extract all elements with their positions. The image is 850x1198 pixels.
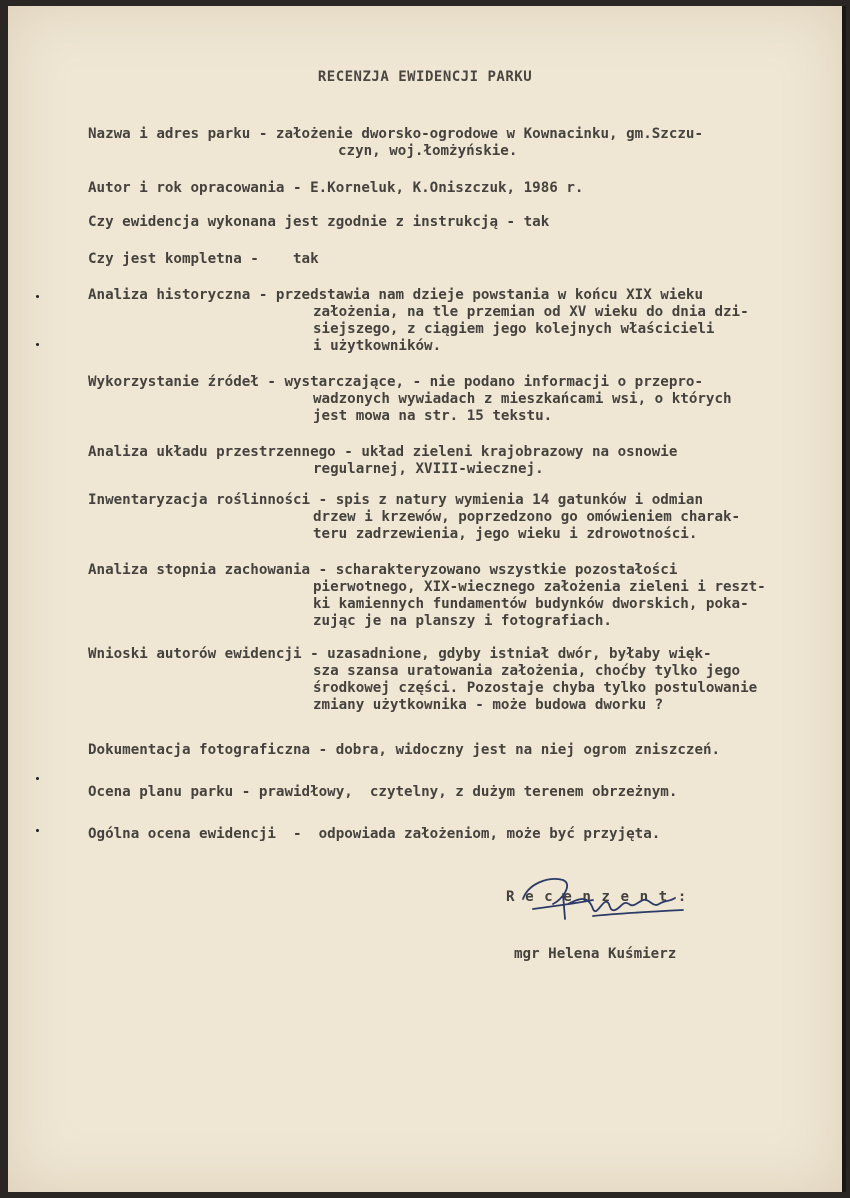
punch-mark [36, 295, 39, 298]
text-line: siejszego, z ciągiem jego kolejnych właścicieli [313, 321, 715, 337]
text-line: teru zadrzewienia, jego wieku i zdrowotności. [313, 526, 698, 542]
text-line: Dokumentacja fotograficzna - dobra, widoczny jest na niej ogrom zniszczeń. [88, 742, 721, 758]
text-line: i użytkowników. [313, 338, 442, 354]
text-line: Autor i rok opracowania - E.Korneluk, K.Oniszczuk, 1986 r. [88, 180, 584, 196]
text-line: Nazwa i adres parku - założenie dworsko-ogrodowe w Kownacinku, gm.Szczu- [88, 126, 703, 142]
text-line: Ogólna ocena ewidencji - odpowiada założeniom, może być przyjęta. [88, 826, 661, 842]
text-line: jest mowa na str. 15 tekstu. [313, 408, 553, 424]
text-line: Analiza stopnia zachowania - scharakteryzowano wszystkie pozostałości [88, 562, 678, 578]
text-line: ki kamiennych fundamentów budynków dworskich, poka- [313, 596, 749, 612]
reviewer-label: R e c e n z e n t : [506, 889, 688, 905]
text-line: czyn, woj.łomżyńskie. [338, 143, 518, 159]
document-page [8, 6, 846, 1192]
text-line: Wnioski autorów ewidencji - uzasadnione, gdyby istniał dwór, byłaby więk- [88, 646, 712, 662]
text-line: wadzonych wywiadach z mieszkańcami wsi, o których [313, 391, 732, 407]
text-line: regularnej, XVIII-wiecznej. [313, 461, 544, 477]
text-line: Czy jest kompletna - tak [88, 251, 319, 267]
punch-mark [36, 343, 39, 346]
text-line: założenia, na tle przemian od XV wieku do dnia dzi- [313, 304, 749, 320]
text-line: środkowej części. Pozostaje chyba tylko postulowanie [313, 680, 758, 696]
reviewer-signature [493, 864, 693, 934]
text-line: Analiza układu przestrzennego - układ zieleni krajobrazowy na osnowie [88, 444, 678, 460]
text-line: Analiza historyczna - przedstawia nam dzieje powstania w końcu XIX wieku [88, 287, 703, 303]
text-line: drzew i krzewów, poprzedzono go omówieniem charak- [313, 509, 741, 525]
punch-mark [36, 829, 39, 832]
punch-mark [36, 777, 39, 780]
text-line: Inwentaryzacja roślinności - spis z natury wymienia 14 gatunków i odmian [88, 492, 703, 508]
text-line: Wykorzystanie źródeł - wystarczające, - nie podano informacji o przepro- [88, 374, 703, 390]
text-line: zując je na planszy i fotografiach. [313, 613, 612, 629]
text-line: zmiany użytkownika - może budowa dworku ? [313, 697, 664, 713]
text-line: Czy ewidencja wykonana jest zgodnie z instrukcją - tak [88, 214, 550, 230]
text-line: sza szansa uratowania założenia, choćby tylko jego [313, 663, 741, 679]
text-line: Ocena planu parku - prawidłowy, czytelny, z dużym terenem obrzeżnym. [88, 784, 678, 800]
reviewer-name: mgr Helena Kuśmierz [514, 946, 677, 962]
text-line: pierwotnego, XIX-wiecznego założenia zieleni i reszt- [313, 579, 766, 595]
document-title: RECENZJA EWIDENCJI PARKU [317, 69, 533, 85]
